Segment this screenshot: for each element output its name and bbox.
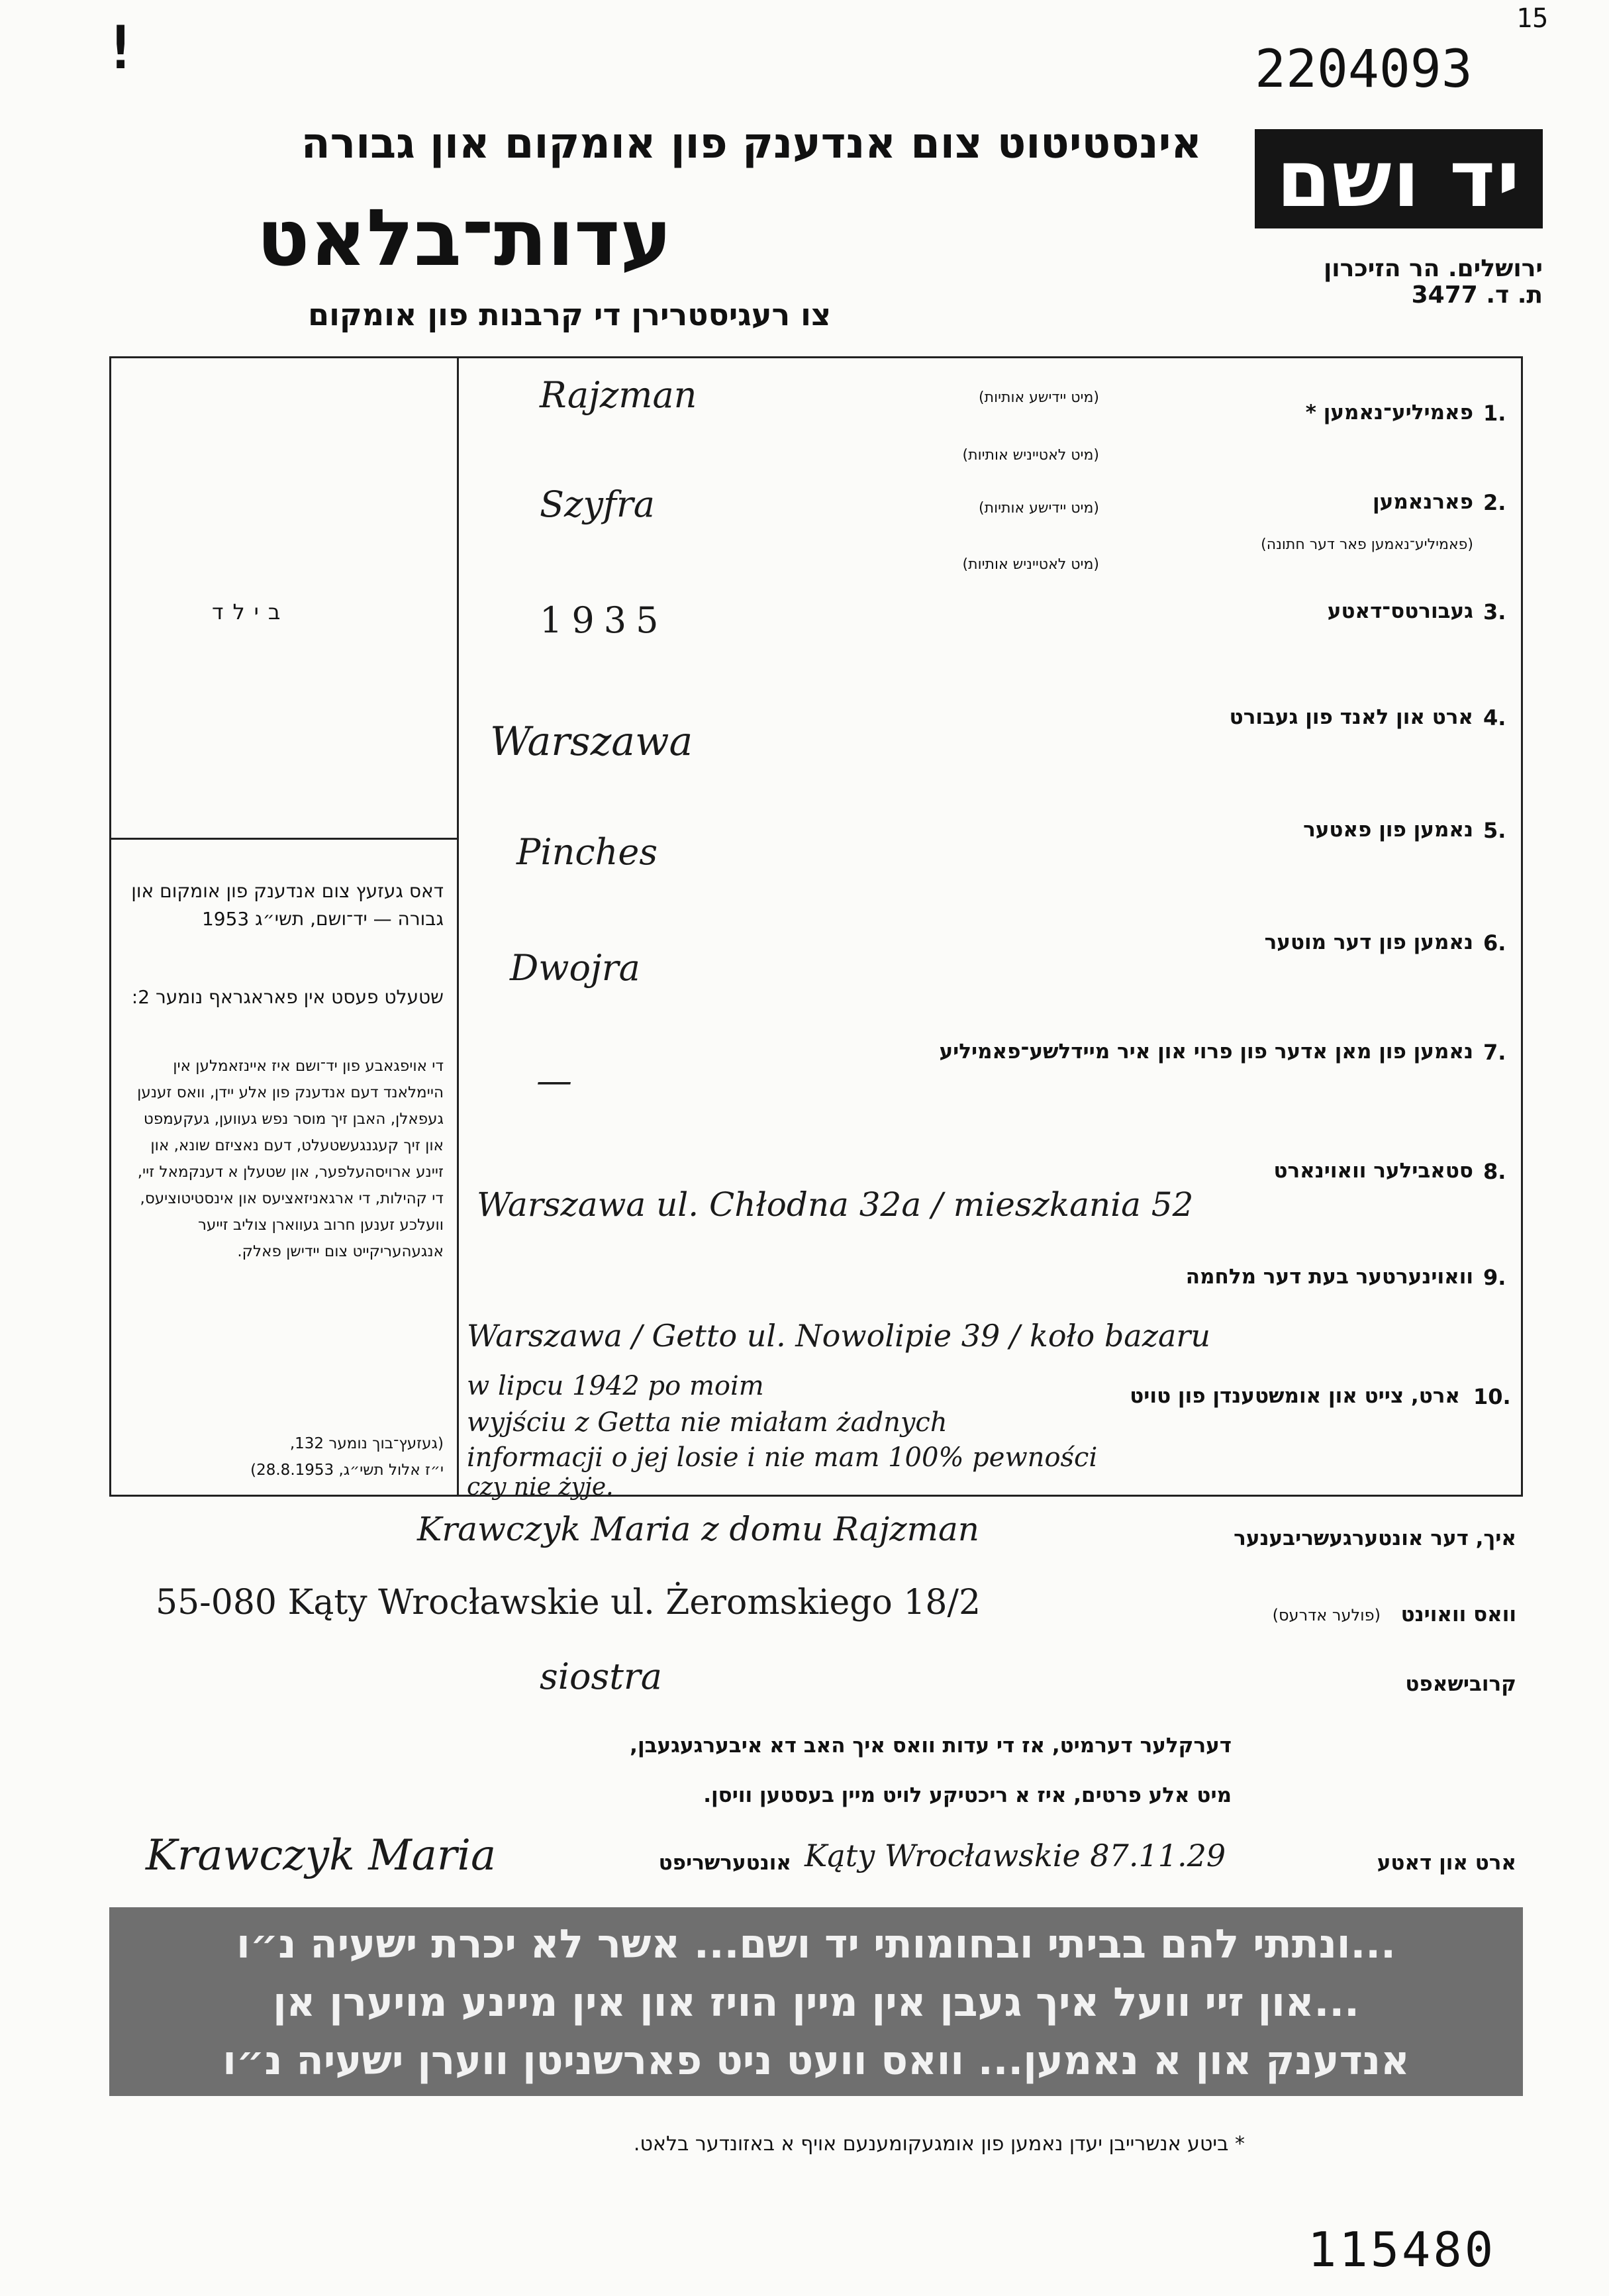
- relation-value[interactable]: siostra: [540, 1656, 662, 1697]
- field-2-note: (פאמיליע־נאמען פאר דער חתונה): [1261, 536, 1473, 553]
- field-8-number: 8.: [1483, 1159, 1506, 1184]
- address-line-2: ת. ד. 3477: [1411, 281, 1543, 309]
- field-2-label: פארנאמען: [1373, 490, 1473, 514]
- law-text-1: דאס געזעץ צום אנדענק פון אומקום און גבורה — יד־ושם, תשי״ג 1953: [131, 880, 444, 930]
- field-10-line-2[interactable]: wyjściu z Getta nie miałam żadnych: [467, 1407, 948, 1438]
- field-3-label: געבורטס־דאטע: [1327, 599, 1473, 623]
- banner-line-1: ...ונתתי להם בביתי ובחומותי יד ושם... אשר לא יכרת ישעיה נ״ו: [236, 1921, 1396, 1968]
- field-5-value[interactable]: Pinches: [516, 831, 658, 873]
- field-1-value[interactable]: Rajzman: [540, 374, 697, 416]
- submitter-divider: [109, 1495, 1523, 1497]
- declaration-line-2: מיט אלע פרטים, איז א ריכטיקע לויט מיין בעסטען וויסן.: [703, 1783, 1232, 1807]
- field-6-value[interactable]: Dwojra: [510, 947, 640, 989]
- submitter-address-value[interactable]: 55-080 Kąty Wrocławskie ul. Żeromskiego 18/2: [156, 1583, 981, 1622]
- field-9-value[interactable]: Warszawa / Getto ul. Nowolipie 39 / koło bazaru: [467, 1318, 1211, 1354]
- field-10-line-4[interactable]: czy nie żyje.: [467, 1473, 614, 1501]
- field-4-number: 4.: [1483, 705, 1506, 730]
- logo-text: יד ושם: [1276, 133, 1522, 225]
- submitter-address-label: וואס וואוינט: [1400, 1603, 1516, 1626]
- column-divider: [457, 356, 459, 1497]
- page-subtitle: צו רעגיסטרירן די קרבנות פון אומקום: [308, 297, 831, 332]
- signature-label: אונטערשריפט: [658, 1851, 791, 1875]
- footnote: * ביטע אנשרייבן יעדן נאמען פון אומגעקומענעם אויף א באזונדער בלאט.: [633, 2132, 1245, 2156]
- document-number: 2204093: [1255, 40, 1473, 99]
- field-1-label: פאמיליע־נאמען *: [1305, 401, 1473, 424]
- banner-line-3: אנדענק און א נאמען... וואס וועט ניט פארשניטן ווערן ישעיה נ״ו: [222, 2038, 1410, 2084]
- field-2-sub-latin: (מיט לאטייניש אותיות): [962, 556, 1099, 573]
- banner-line-2: ...און זיי וועל איך געבן אין מיין הויז און אין מיינע מויערן אן: [273, 1979, 1359, 2026]
- field-4-value[interactable]: Warszawa: [490, 719, 693, 765]
- page-title: עדות־בלאט: [256, 192, 672, 283]
- field-1-sub-yiddish: (מיט יידישע אותיות): [979, 389, 1099, 406]
- submitter-name-label: איך, דער אונטערגעשריבענער: [1234, 1526, 1516, 1550]
- relation-label: קרובישאפט: [1405, 1672, 1516, 1696]
- submitter-name-value[interactable]: Krawczyk Maria z domu Rajzman: [417, 1510, 979, 1548]
- field-7-label: נאמען פון מאן אדער פון פרוי און איר מיידלשע־פאמיליע: [939, 1040, 1473, 1064]
- field-6-label: נאמען פון דער מוטער: [1264, 930, 1473, 954]
- field-10-line-3[interactable]: informacji o jej losie i nie mam 100% pewności: [467, 1442, 1098, 1473]
- bottom-document-number: 115480: [1308, 2222, 1496, 2277]
- field-5-number: 5.: [1483, 818, 1506, 843]
- field-6-number: 6.: [1483, 930, 1506, 956]
- address-line-1: ירושלים. הר הזיכרון: [1323, 255, 1543, 282]
- field-2-number: 2.: [1483, 490, 1506, 515]
- law-text-5: י״ז אלול תשי״ג, 28.8.1953): [250, 1462, 444, 1479]
- field-3-number: 3.: [1483, 599, 1506, 624]
- field-3-value[interactable]: 1935: [540, 599, 668, 641]
- field-9-label: וואוינערטער בעת דער מלחמה: [1185, 1265, 1473, 1289]
- place-date-label: ארט און דאטע: [1377, 1851, 1516, 1875]
- field-8-label: סטאבילער וואוינארט: [1273, 1159, 1473, 1183]
- place-date-value[interactable]: Kąty Wrocławskie 87.11.29: [804, 1838, 1226, 1873]
- field-10-number: 10.: [1473, 1384, 1511, 1409]
- field-2-sub-yiddish: (מיט יידישע אותיות): [979, 500, 1099, 517]
- field-9-number: 9.: [1483, 1265, 1506, 1290]
- submitter-address-note: (פולער אדרעס): [1272, 1606, 1381, 1624]
- law-text-4: (געזעץ־בוך נומער 132,: [289, 1435, 444, 1452]
- field-4-label: ארט און לאנד פון געבורט: [1229, 705, 1473, 729]
- field-10-label: ארט, צייט און אומשטענדן פון טויט: [1130, 1384, 1460, 1408]
- field-5-label: נאמען פון פאטער: [1303, 818, 1473, 842]
- yad-vashem-logo: [1255, 129, 1543, 228]
- field-2-value[interactable]: Szyfra: [540, 483, 655, 525]
- declaration-line-1: דערקלער דערמיט, אז די עדות וואס איך האב דא איבערגעגעבן,: [630, 1734, 1232, 1758]
- institute-name: אינסטיטוט צום אנדענק פון אומקום און גבורה: [301, 119, 1202, 168]
- law-text-3: די אויפגאבע פון יד־ושם איז איינזאמלען אין היימלאנד דעם אנדענק פון אלע יידן, וואס זענען געפאלן, האבן זיך מוסר נפש געווען, געקעמפט און זיך קעגנגעשטעלט, דעם נאציזם שונא, און זיינע ארויסהעלפער, און שטעלן א דענקמאל זיי, די קהילות, די ארגאניזאציעס און אינסטיטוציעס, וועלכע זענען חרוב געווארן צוליב זייער אנגעהעריקייט צום יידישן פאלק.: [137, 1058, 444, 1260]
- field-1-sub-latin: (מיט לאטייניש אותיות): [962, 447, 1099, 464]
- law-text-2: שטעלט פעסט אין פאראגראף נומער 2:: [131, 986, 444, 1008]
- field-7-value[interactable]: —: [536, 1060, 572, 1101]
- photo-box-divider: [109, 838, 459, 840]
- corner-mark-top-left: !: [103, 13, 139, 83]
- field-7-number: 7.: [1483, 1040, 1506, 1065]
- field-10-line-1[interactable]: w lipcu 1942 po moim: [467, 1371, 764, 1401]
- corner-mark-top-right: 15: [1516, 3, 1549, 34]
- field-1-number: 1.: [1483, 401, 1506, 426]
- quote-banner: [109, 1907, 1523, 2096]
- field-8-value[interactable]: Warszawa ul. Chłodna 32a / mieszkania 52: [477, 1185, 1194, 1224]
- signature-value[interactable]: Krawczyk Maria: [146, 1831, 497, 1880]
- photo-label: בילד: [212, 599, 290, 624]
